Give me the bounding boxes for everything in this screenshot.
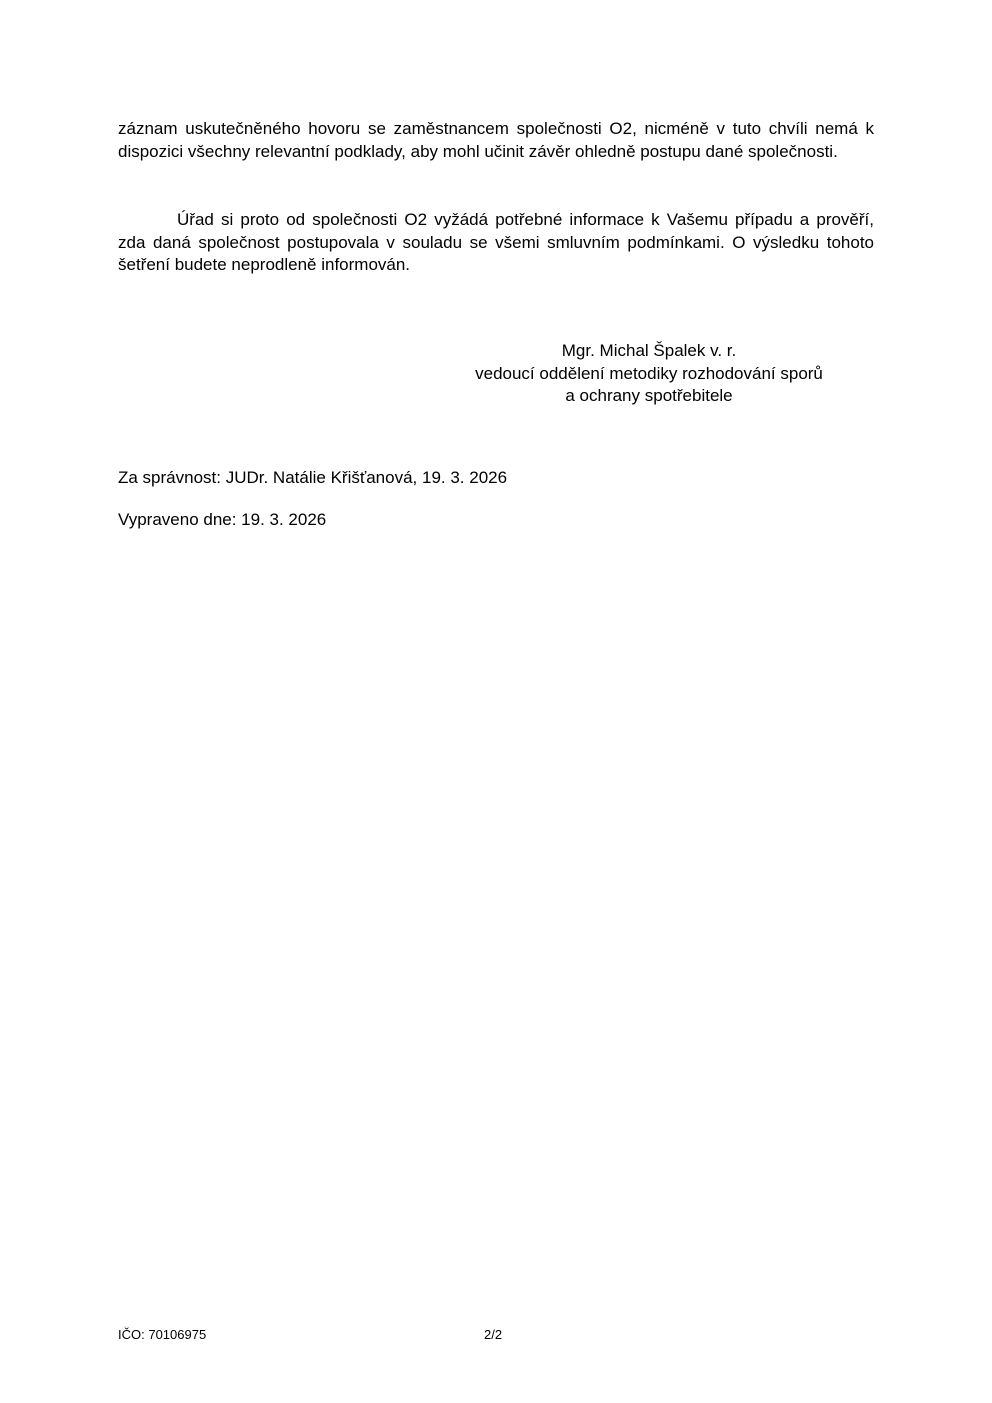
footer-ico: IČO: 70106975 <box>118 1327 207 1342</box>
signatory-title-line-1: vedoucí oddělení metodiky rozhodování sporů <box>475 363 823 383</box>
body-paragraph-2: Úřad si proto od společnosti O2 vyžádá potřebné informace k Vašemu případu a prověří, zda daná společnost postupovala v souladu se všemi smluvním podmínkami. O výsledku tohoto šetření budete neprodleně informován. <box>118 210 874 274</box>
dispatched-date-line: Vypraveno dne: 19. 3. 2026 <box>118 510 327 529</box>
correctness-line: Za správnost: JUDr. Natálie Křišťanová, 19. 3. 2026 <box>118 468 508 487</box>
signatory-name: Mgr. Michal Špalek v. r. <box>561 341 737 360</box>
signature-block <box>449 340 849 408</box>
body-paragraph-1: záznam uskutečněného hovoru se zaměstnancem společnosti O2, nicméně v tuto chvíli nemá k dispozici všechny relevantní podklady, aby mohl učinit závěr ohledně postupu dané společnosti. <box>118 119 874 161</box>
signatory-title-line-2: a ochrany spotřebitele <box>565 386 733 405</box>
page-number: 2/2 <box>484 1327 503 1342</box>
